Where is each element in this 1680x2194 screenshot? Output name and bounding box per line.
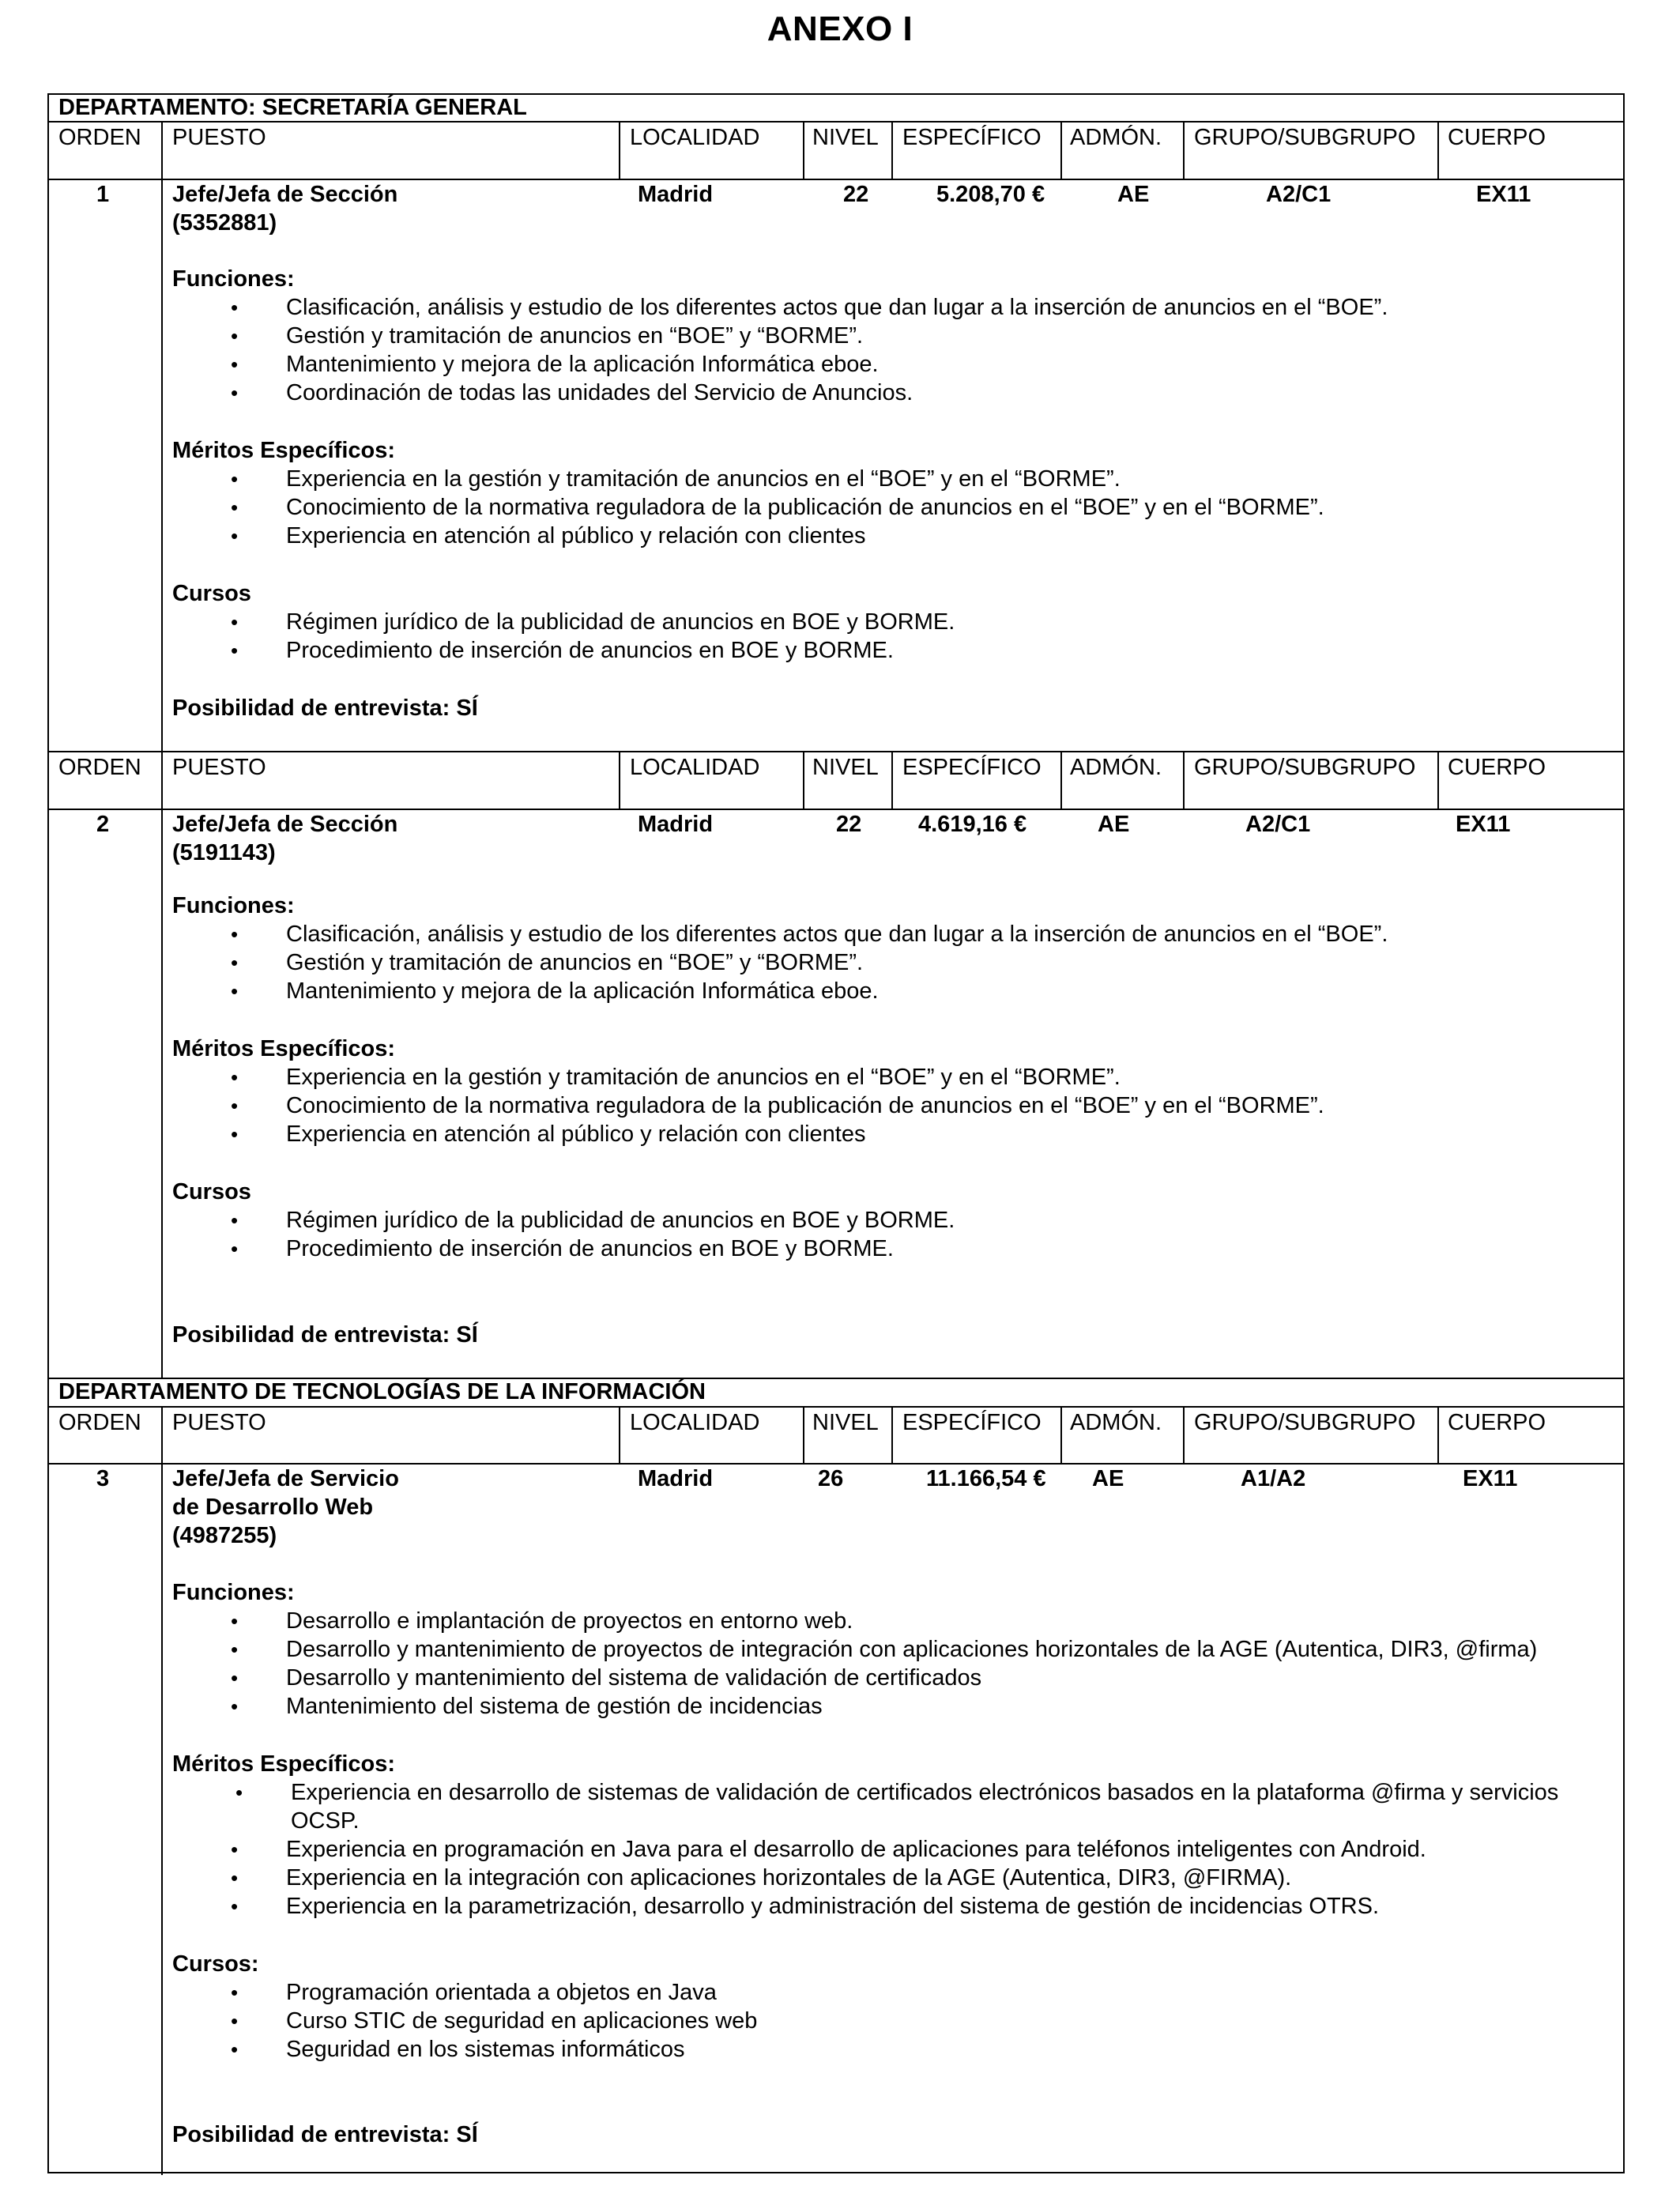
especifico-value: 4.619,16 €	[918, 812, 1027, 837]
funciones-label: Funciones:	[172, 1580, 295, 1605]
header-localidad: LOCALIDAD	[630, 125, 760, 150]
grupo-value: A2/C1	[1266, 182, 1332, 207]
localidad-value: Madrid	[638, 182, 714, 207]
rule	[49, 751, 1623, 752]
funciones-label: Funciones:	[172, 893, 295, 918]
especifico-value: 11.166,54 €	[926, 1466, 1046, 1491]
header-cuerpo: CUERPO	[1448, 125, 1546, 150]
grupo-value: A1/A2	[1241, 1466, 1306, 1491]
header-puesto: PUESTO	[172, 125, 266, 150]
header-grupo: GRUPO/SUBGRUPO	[1194, 125, 1416, 150]
cursos-label: Cursos	[172, 1179, 251, 1204]
header-puesto: PUESTO	[172, 755, 266, 780]
puesto-name-cont: de Desarrollo Web	[172, 1495, 374, 1520]
puesto-name: Jefe/Jefa de Sección	[172, 812, 398, 837]
puesto-name: Jefe/Jefa de Sección	[172, 182, 398, 207]
header-grupo: GRUPO/SUBGRUPO	[1194, 1410, 1416, 1435]
orden-value: 3	[96, 1466, 110, 1491]
header-especifico: ESPECÍFICO	[902, 1410, 1042, 1435]
header-localidad: LOCALIDAD	[630, 755, 760, 780]
nivel-value: 26	[818, 1466, 844, 1491]
admon-value: AE	[1117, 182, 1150, 207]
orden-value: 1	[96, 182, 110, 207]
localidad-value: Madrid	[638, 1466, 714, 1491]
header-cuerpo: CUERPO	[1448, 1410, 1546, 1435]
header-admon: ADMÓN.	[1070, 125, 1162, 150]
header-nivel: NIVEL	[812, 1410, 879, 1435]
cuerpo-value: EX11	[1456, 812, 1511, 837]
puesto-code: (5191143)	[172, 840, 276, 865]
header-orden: ORDEN	[58, 125, 141, 150]
header-admon: ADMÓN.	[1070, 755, 1162, 780]
entrevista-label: Posibilidad de entrevista: SÍ	[172, 696, 478, 721]
cursos-label: Cursos:	[172, 1951, 259, 1977]
puesto-name: Jefe/Jefa de Servicio	[172, 1466, 399, 1491]
department-title: DEPARTAMENTO: SECRETARÍA GENERAL	[58, 95, 527, 120]
rule	[49, 121, 1623, 123]
funciones-label: Funciones:	[172, 266, 295, 292]
header-grupo: GRUPO/SUBGRUPO	[1194, 755, 1416, 780]
nivel-value: 22	[843, 182, 869, 207]
cuerpo-value: EX11	[1476, 182, 1531, 207]
meritos-label: Méritos Específicos:	[172, 438, 396, 463]
cursos-label: Cursos	[172, 581, 251, 606]
puesto-code: (5352881)	[172, 210, 277, 236]
localidad-value: Madrid	[638, 812, 714, 837]
puesto-code: (4987255)	[172, 1523, 277, 1548]
rule	[49, 1406, 1623, 1408]
header-especifico: ESPECÍFICO	[902, 755, 1042, 780]
header-orden: ORDEN	[58, 1410, 141, 1435]
header-admon: ADMÓN.	[1070, 1410, 1162, 1435]
admon-value: AE	[1092, 1466, 1124, 1491]
header-cuerpo: CUERPO	[1448, 755, 1546, 780]
meritos-label: Méritos Específicos:	[172, 1036, 396, 1061]
header-localidad: LOCALIDAD	[630, 1410, 760, 1435]
admon-value: AE	[1098, 812, 1130, 837]
grupo-value: A2/C1	[1245, 812, 1311, 837]
nivel-value: 22	[836, 812, 862, 837]
department-title: DEPARTAMENTO DE TECNOLOGÍAS DE LA INFORMACIÓN	[58, 1379, 706, 1404]
entrevista-label: Posibilidad de entrevista: SÍ	[172, 1322, 478, 1348]
header-nivel: NIVEL	[812, 755, 879, 780]
header-orden: ORDEN	[58, 755, 141, 780]
page-title: ANEXO I	[767, 9, 913, 48]
cuerpo-value: EX11	[1463, 1466, 1518, 1491]
meritos-label: Méritos Específicos:	[172, 1751, 396, 1777]
orden-value: 2	[96, 812, 110, 837]
header-nivel: NIVEL	[812, 125, 879, 150]
header-puesto: PUESTO	[172, 1410, 266, 1435]
anexo-table: DEPARTAMENTO: SECRETARÍA GENERAL ORDEN PUESTO LOCALIDAD NIVEL ESPECÍFICO ADMÓN. GRUPO/SUBGRUPO CUERPO 1 Jefe/Jefa de Sección (5352881) Madrid 22 5.208,70 € AE A2/C1 EX11 Funciones: • Clasificación, análisis y estudio de los diferentes actos que dan lugar a la inserción de anuncios en el “BOE”. • Gestión y tramitación de anuncios en “BOE” y “BORME”. • Mantenimiento y mejora de la aplicación Informática eboe. • Coordinación de todas las unidades del Servicio de Anuncios. Méritos Específicos: • Experiencia en la gestión y tramitación de anuncios en el “BOE” y en el “BORME”. • Conocimiento de la normativa reguladora de la publicación de anuncios en el “BOE” y en el “BORME”. • Experiencia en atención al público y relación con clientes Cursos • Régimen jurídico de la publicidad de anuncios en BOE y BORME. • Procedimiento de inserción de anuncios en BOE y BORME. Posibilidad de entrevista: SÍ ORDEN PUESTO LOCALIDAD NIVEL ESPECÍFICO ADMÓN. GRUPO/SUBGRUPO CUERPO 2 Jefe/Jefa de Sección (5191143) Madrid 22 4.619,16 € AE A2/C1 EX11 Funciones: • Clasificación, análisis y estudio de los diferentes actos que dan lugar a la inserción de anuncios en el “BOE”. • Gestión y tramitación de anuncios en “BOE” y “BORME”. • Mantenimiento y mejora de la aplicación Informática eboe. Méritos Específicos: • Experiencia en la gestión y tramitación de anuncios en el “BOE” y en el “BORME”. • Conocimiento de la normativa reguladora de la publicación de anuncios en el “BOE” y en el “BORME”. • Experiencia en atención al público y relación con clientes Cursos • Régimen jurídico de la publicidad de anuncios en BOE y BORME. • Procedimiento de inserción de anuncios en BOE y BORME. Posibilidad de entrevista: SÍ DEPARTAMENTO DE TECNOLOGÍAS DE LA INFORMACIÓN ORDEN PUESTO LOCALIDAD NIVEL ESPECÍFICO ADMÓN. GRUPO/SUBGRUPO CUERPO 3 Jefe/Jefa de Servicio de Desarrollo Web (4987255) Madrid 26 11.166,54 € AE A1/A2 EX11 Funciones: • Desarrollo e implantación de proyectos en entorno web. • Desarrollo y mantenimiento de proyectos de integración con aplicaciones horizontales de la AGE (Autentica, DIR3, @firma) • Desarrollo y mantenimiento del sistema de validación de certificados • Mantenimiento del sistema de gestión de incidencias Méritos Específicos: • Experiencia en desarrollo de sistemas de validación de certificados electrónicos basados en la plataforma @firma y servicios OCSP. • Experiencia en programación en Java para el desarrollo de aplicaciones para teléfonos inteligentes con Android. • Experiencia en la integración con aplicaciones horizontales de la AGE (Autentica, DIR3, @FIRMA). • Experiencia en la parametrización, desarrollo y administración del sistema de gestión de incidencias OTRS. Cursos: • Programación orientada a objetos en Java • Curso STIC de seguridad en aplicaciones web • Seguridad en los sistemas informáticos Posibilidad de entrevista: SÍ	[47, 93, 1625, 2173]
entrevista-label: Posibilidad de entrevista: SÍ	[172, 2122, 478, 2147]
header-especifico: ESPECÍFICO	[902, 125, 1042, 150]
especifico-value: 5.208,70 €	[936, 182, 1045, 207]
